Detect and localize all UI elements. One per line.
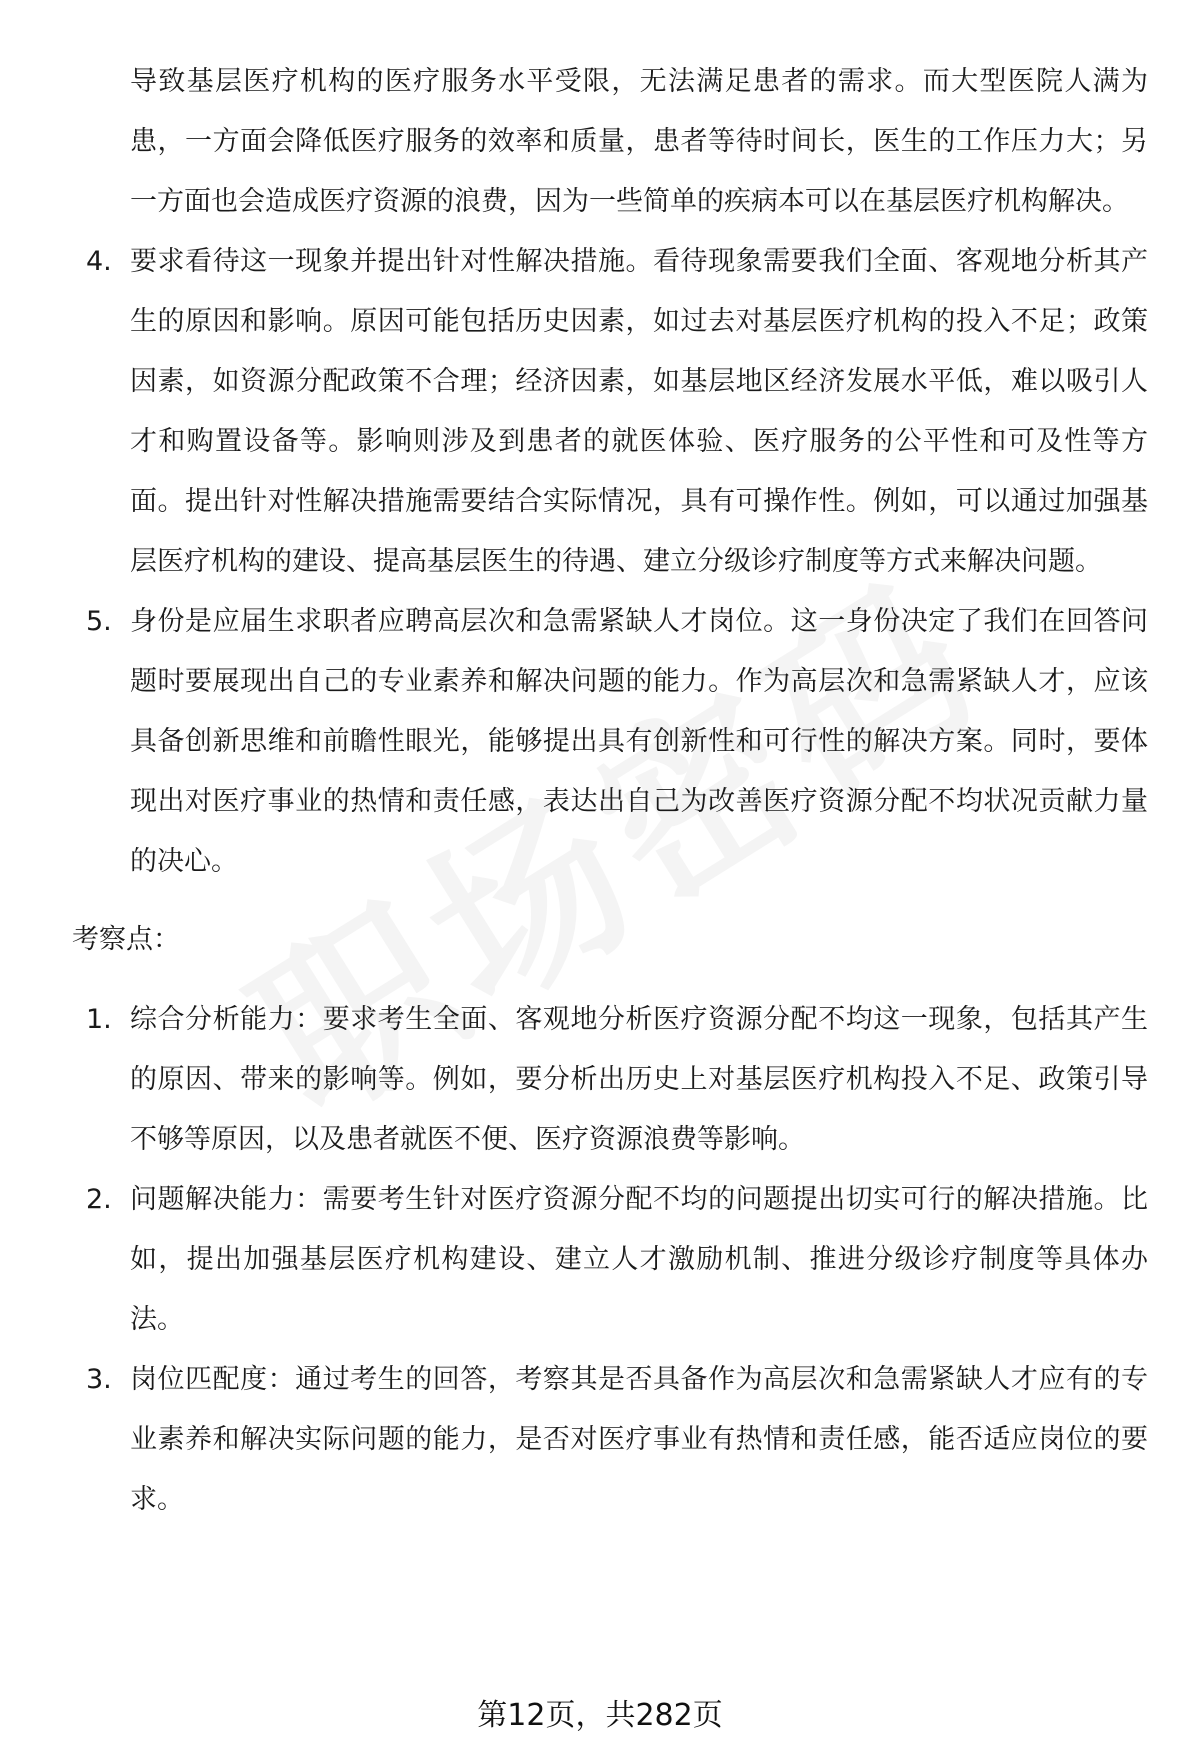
assessment-points-list — [78, 990, 1148, 1530]
page-content — [72, 52, 1148, 1530]
page-number-footer: 第12页，共282页 — [477, 1698, 723, 1733]
section-heading: 考察点： — [72, 924, 180, 955]
list-item — [78, 990, 1148, 1170]
list-item — [78, 232, 1148, 592]
list-item-number: 4. — [86, 246, 112, 277]
paragraph-continuation: 导致基层医疗机构的医疗服务水平受限，无法满足患者的需求。而大型医院人满为患，一方面会降低医疗服务的效率和质量，患者等待时间长，医生的工作压力大；另一方面也会造成医疗资源的浪费，因为一些简单的疾病本可以在基层医疗机构解决。 — [130, 66, 1148, 217]
list-item-text: 身份是应届生求职者应聘高层次和急需紧缺人才岗位。这一身份决定了我们在回答问题时要展现出自己的专业素养和解决问题的能力。作为高层次和急需紧缺人才，应该具备创新思维和前瞻性眼光，能够提出具有创新性和可行性的解决方案。同时，要体现出对医疗事业的热情和责任感，表达出自己为改善医疗资源分配不均状况贡献力量的决心。 — [130, 606, 1148, 877]
list-item-text: 岗位匹配度：通过考生的回答，考察其是否具备作为高层次和急需紧缺人才应有的专业素养和解决实际问题的能力，是否对医疗事业有热情和责任感，能否适应岗位的要求。 — [130, 1364, 1148, 1515]
answer-list — [78, 232, 1148, 892]
list-item-number: 2. — [86, 1184, 112, 1215]
list-item-number: 5. — [86, 606, 112, 637]
list-item-text: 综合分析能力：要求考生全面、客观地分析医疗资源分配不均这一现象，包括其产生的原因、带来的影响等。例如，要分析出历史上对基层医疗机构投入不足、政策引导不够等原因，以及患者就医不便、医疗资源浪费等影响。 — [130, 1004, 1148, 1155]
list-item — [78, 1170, 1148, 1350]
list-item-number: 3. — [86, 1364, 112, 1395]
list-item — [78, 1350, 1148, 1530]
list-item-text: 要求看待这一现象并提出针对性解决措施。看待现象需要我们全面、客观地分析其产生的原因和影响。原因可能包括历史因素，如过去对基层医疗机构的投入不足；政策因素，如资源分配政策不合理；经济因素，如基层地区经济发展水平低，难以吸引人才和购置设备等。影响则涉及到患者的就医体验、医疗服务的公平性和可及性等方面。提出针对性解决措施需要结合实际情况，具有可操作性。例如，可以通过加强基层医疗机构的建设、提高基层医生的待遇、建立分级诊疗制度等方式来解决问题。 — [130, 246, 1148, 577]
list-item-number: 1. — [86, 1004, 112, 1035]
list-item-text: 问题解决能力：需要考生针对医疗资源分配不均的问题提出切实可行的解决措施。比如，提出加强基层医疗机构建设、建立人才激励机制、推进分级诊疗制度等具体办法。 — [130, 1184, 1148, 1335]
list-item — [78, 592, 1148, 892]
